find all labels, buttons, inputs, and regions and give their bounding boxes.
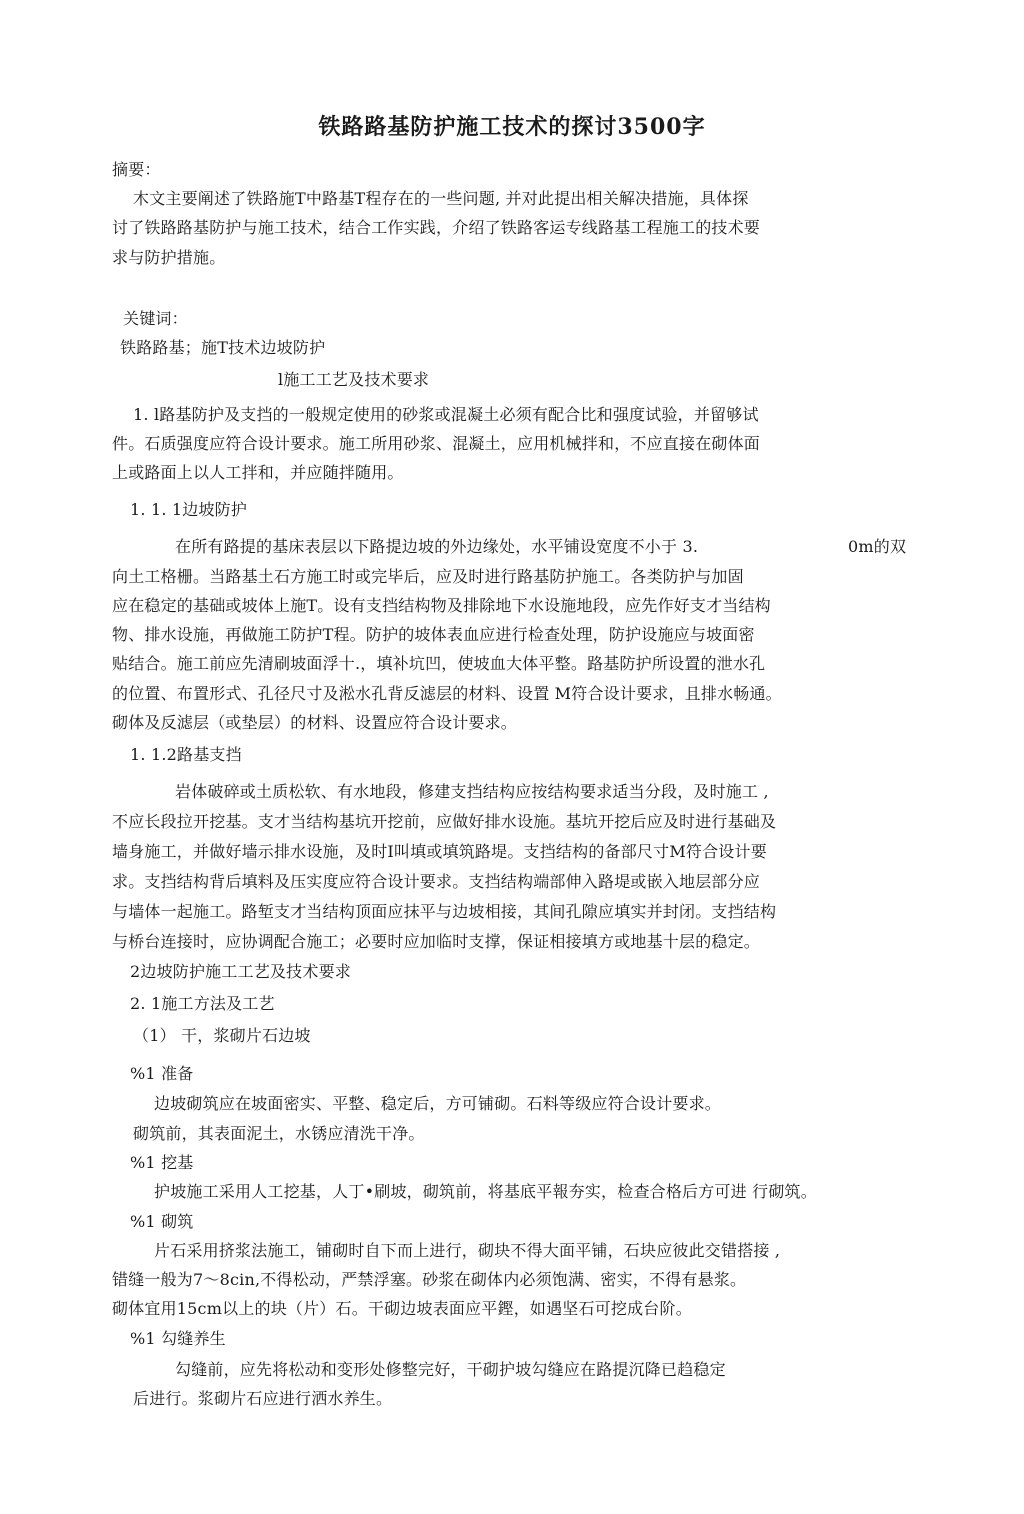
- section-heading: 2边坡防护施工工艺及技术要求: [130, 962, 351, 981]
- paragraph-line: 向土工格栅。当路基土石方施工时或完毕后，应及时进行路基防护施工。各类防护与加固: [112, 567, 744, 586]
- step-label: %1 准备: [130, 1064, 194, 1083]
- document-title: 铁路路基防护施工技术的探讨3500字: [318, 114, 706, 140]
- paragraph-line: 岩体破碎或土质松软、有水地段，修建支挡结构应按结构要求适当分段，及时施工 ,: [175, 782, 769, 801]
- step-label: %1 挖基: [130, 1153, 194, 1172]
- keywords-text: 铁路路基；施T技术边坡防护: [120, 338, 326, 357]
- abstract-line: 求与防护措施。: [112, 248, 226, 267]
- abstract-label: 摘要：: [112, 160, 161, 179]
- paragraph-line: 边坡砌筑应在坡面密实、平整、稳定后，方可铺砌。石料等级应符合设计要求。: [154, 1094, 722, 1113]
- step-label: %1 砌筑: [130, 1212, 194, 1231]
- paragraph-line: 护坡施工采用人工挖基，人丁•刷坡，砌筑前，将基底平報夯实，检查合格后方可进 行砌筑。: [154, 1182, 817, 1201]
- paragraph-line: 不应长段拉开挖基。支才当结构基坑开挖前，应做好排水设施。基坑开挖后应及时进行基础及: [112, 812, 777, 831]
- paragraph-line: 在所有路提的基床表层以下路提边坡的外边缘处，水平铺设宽度不小于 3.: [175, 537, 699, 556]
- keywords-label: 关键词：: [123, 309, 188, 328]
- paragraph-line: 物、排水设施，再做施工防护T程。防护的坡体表血应进行检查处理，防护设施应与坡面密: [112, 625, 755, 644]
- paragraph-line: 勾缝前，应先将松动和变形处修整完好，干砌护坡勾缝应在路提沉降已趋稳定: [175, 1360, 726, 1379]
- subsection-heading: 1. 1.2路基支挡: [130, 745, 242, 764]
- step-label: %1 勾缝养生: [130, 1329, 226, 1348]
- paragraph-line: 上或路面上以人工拌和，并应随拌随用。: [112, 463, 404, 482]
- paragraph-line: 求。支挡结构背后填料及压实度应符合设计要求。支挡结构端部伸入路堤或嵌入地层部分应: [112, 872, 761, 891]
- abstract-line: 讨了铁路路基防护与施工技术，结合工作实践，介绍了铁路客运专线路基工程施工的技术要: [112, 218, 761, 237]
- abstract-line: 木文主要阐述了铁路施T中路基T程存在的一些问题, 并对此提出相关解决措施，具体探: [133, 189, 749, 208]
- paragraph-line: 砌体宜用15cm以上的块（片）石。干砌边坡表面应平鏗，如遇坚石可挖成台阶。: [112, 1299, 692, 1318]
- subsection-heading: 2. 1施工方法及工艺: [130, 994, 275, 1013]
- paragraph-line: 件。石质强度应符合设计要求。施工所用砂浆、混凝土，应用机械拌和，不应直接在砌体面: [112, 434, 761, 453]
- paragraph-line: 错缝一般为7～8cin,不得松动，严禁浮塞。砂浆在砌体内必须饱满、密实，不得有悬浆。: [112, 1270, 747, 1289]
- section-heading: l施工工艺及技术要求: [278, 370, 430, 389]
- paragraph-line: 1. l路基防护及支挡的一般规定使用的砂浆或混凝土必须有配合比和强度试验，并留够试: [133, 405, 759, 424]
- list-item-heading: （1） 干，浆砌片石边坡: [133, 1026, 311, 1045]
- paragraph-line: 墙身施工，并做好墙示排水设施，及时I叫填或填筑路堤。支挡结构的备部尺寸M符合设计要: [112, 842, 767, 861]
- paragraph-line: 砌筑前，其表面泥土，水锈应清洗干净。: [133, 1124, 425, 1143]
- paragraph-line: 与墙体一起施工。路堑支才当结构顶面应抹平与边坡相接，其间孔隙应填实并封闭。支挡结构: [112, 902, 777, 921]
- paragraph-line: 与桥台连接时，应协调配合施工；必要时应加临时支撑，保证相接填方或地基十层的稳定。: [112, 932, 761, 951]
- subsection-heading: 1. 1. 1边坡防护: [130, 500, 248, 519]
- paragraph-line: 的位置、布置形式、孔径尺寸及淞水孔背反滤层的材料、设置 M符合设计要求，且排水畅通。: [112, 684, 782, 703]
- paragraph-line: 后进行。浆砌片石应进行洒水养生。: [133, 1389, 393, 1408]
- paragraph-line: 0m的双: [848, 537, 907, 556]
- paragraph-line: 片石采用挤浆法施工，铺砌时自下而上进行，砌块不得大面平铺，石块应彼此交错搭接 ,: [154, 1241, 781, 1260]
- paragraph-line: 砌体及反滤层（或垫层）的材料、设置应符合设计要求。: [112, 713, 518, 732]
- paragraph-line: 贴结合。施工前应先清刷坡面浮十.，填补坑凹，使坡血大体平整。路基防护所设置的泄水孔: [112, 654, 766, 673]
- paragraph-line: 应在稳定的基础或坡体上施T。设有支挡结构物及排除地下水设施地段，应先作好支才当结构: [112, 596, 771, 615]
